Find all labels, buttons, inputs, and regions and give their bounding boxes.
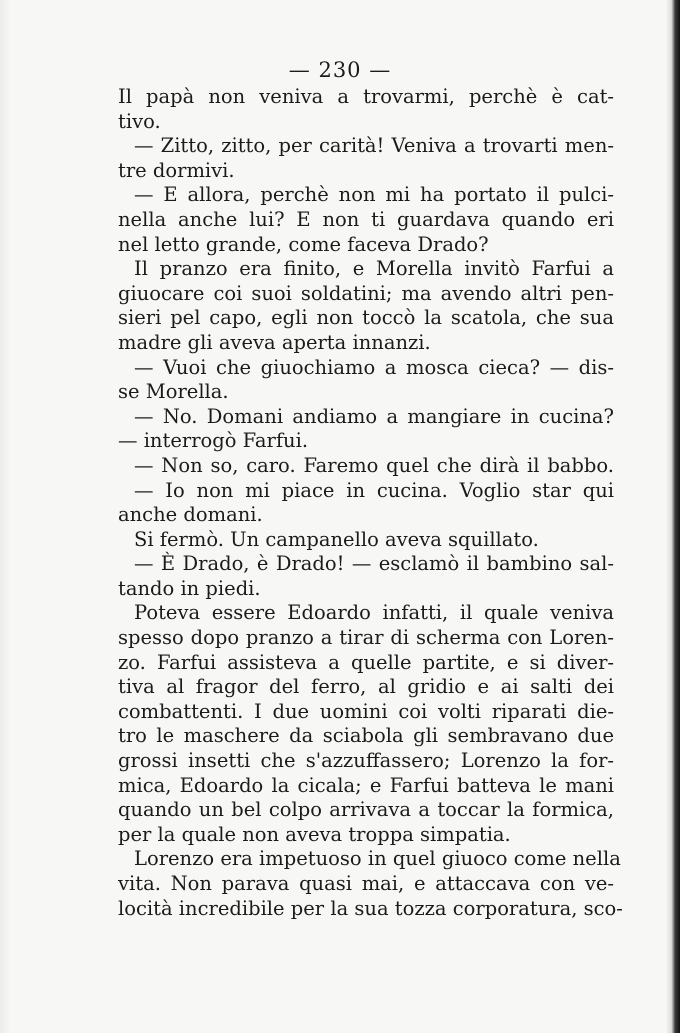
text-line: Il papà non veniva a trovarmi, perchè è cat-: [118, 85, 614, 108]
text-line: locità incredibile per la sua tozza corporatura, sco-: [118, 896, 623, 920]
text-line: nel letto grande, come faceva Drado?: [118, 232, 489, 256]
text-line: quando un bel colpo arrivava a toccar la formica,: [118, 798, 614, 822]
text-line: — No. Domani andiamo a mangiare in cucina?: [134, 404, 614, 428]
text-line: per la quale non aveva troppa simpatia.: [118, 822, 511, 846]
text-line: tando in piedi.: [118, 576, 261, 600]
page-binding-edge: [666, 0, 680, 1033]
text-line: grossi insetti che s'azzuffassero; Lorenzo la for-: [118, 749, 614, 773]
text-line: — Zitto, zitto, per carità! Veniva a trovarti men-: [134, 134, 614, 158]
text-line: tiva al fragor del ferro, al gridio e ai salti dei: [118, 675, 614, 699]
text-line: tro le maschere da sciabola gli sembravano due: [118, 724, 614, 748]
text-line: — È Drado, è Drado! — esclamò il bambino sal-: [134, 552, 614, 576]
text-line: giuocare coi suoi soldatini; ma avendo altri pen-: [118, 281, 614, 305]
text-line: mica, Edoardo la cicala; e Farfui batteva le mani: [118, 773, 614, 797]
text-line: Poteva essere Edoardo infatti, il quale veniva: [134, 601, 614, 625]
text-line: — E allora, perchè non mi ha portato il pulci-: [134, 183, 614, 207]
text-line: anche domani.: [118, 503, 263, 527]
text-line: — Non so, caro. Faremo quel che dirà il babbo.: [134, 453, 614, 477]
text-line: Si fermò. Un campanello aveva squillato.: [134, 527, 539, 551]
page-left-shade: [0, 0, 10, 1033]
text-line: Lorenzo era impetuoso in quel giuoco come nella: [134, 847, 621, 871]
text-line: tre dormivi.: [118, 158, 235, 182]
text-line: madre gli aveva aperta innanzi.: [118, 330, 431, 354]
text-line: vita. Non parava quasi mai, e attaccava con ve-: [118, 872, 614, 895]
text-line: se Morella.: [118, 380, 229, 404]
text-line: — interrogò Farfui.: [118, 429, 309, 453]
text-line: — Io non mi piace in cucina. Voglio star qui: [134, 478, 614, 502]
page-number: — 230 —: [288, 58, 392, 82]
text-line: sieri pel capo, egli non toccò la scatola, che sua: [118, 306, 614, 330]
text-line: nella anche lui? E non ti guardava quando eri: [118, 207, 614, 231]
body-text: [118, 85, 623, 921]
text-line: Il pranzo era finito, e Morella invitò Farfui a: [134, 257, 614, 281]
text-line: — Vuoi che giuochiamo a mosca cieca? — dis-: [134, 355, 614, 379]
text-line: tivo.: [118, 109, 161, 133]
text-line: combattenti. I due uomini coi volti riparati die-: [118, 699, 614, 723]
text-line: spesso dopo pranzo a tirar di scherma con Loren-: [118, 626, 614, 650]
text-line: zo. Farfui assisteva a quelle partite, e si diver-: [118, 650, 614, 674]
